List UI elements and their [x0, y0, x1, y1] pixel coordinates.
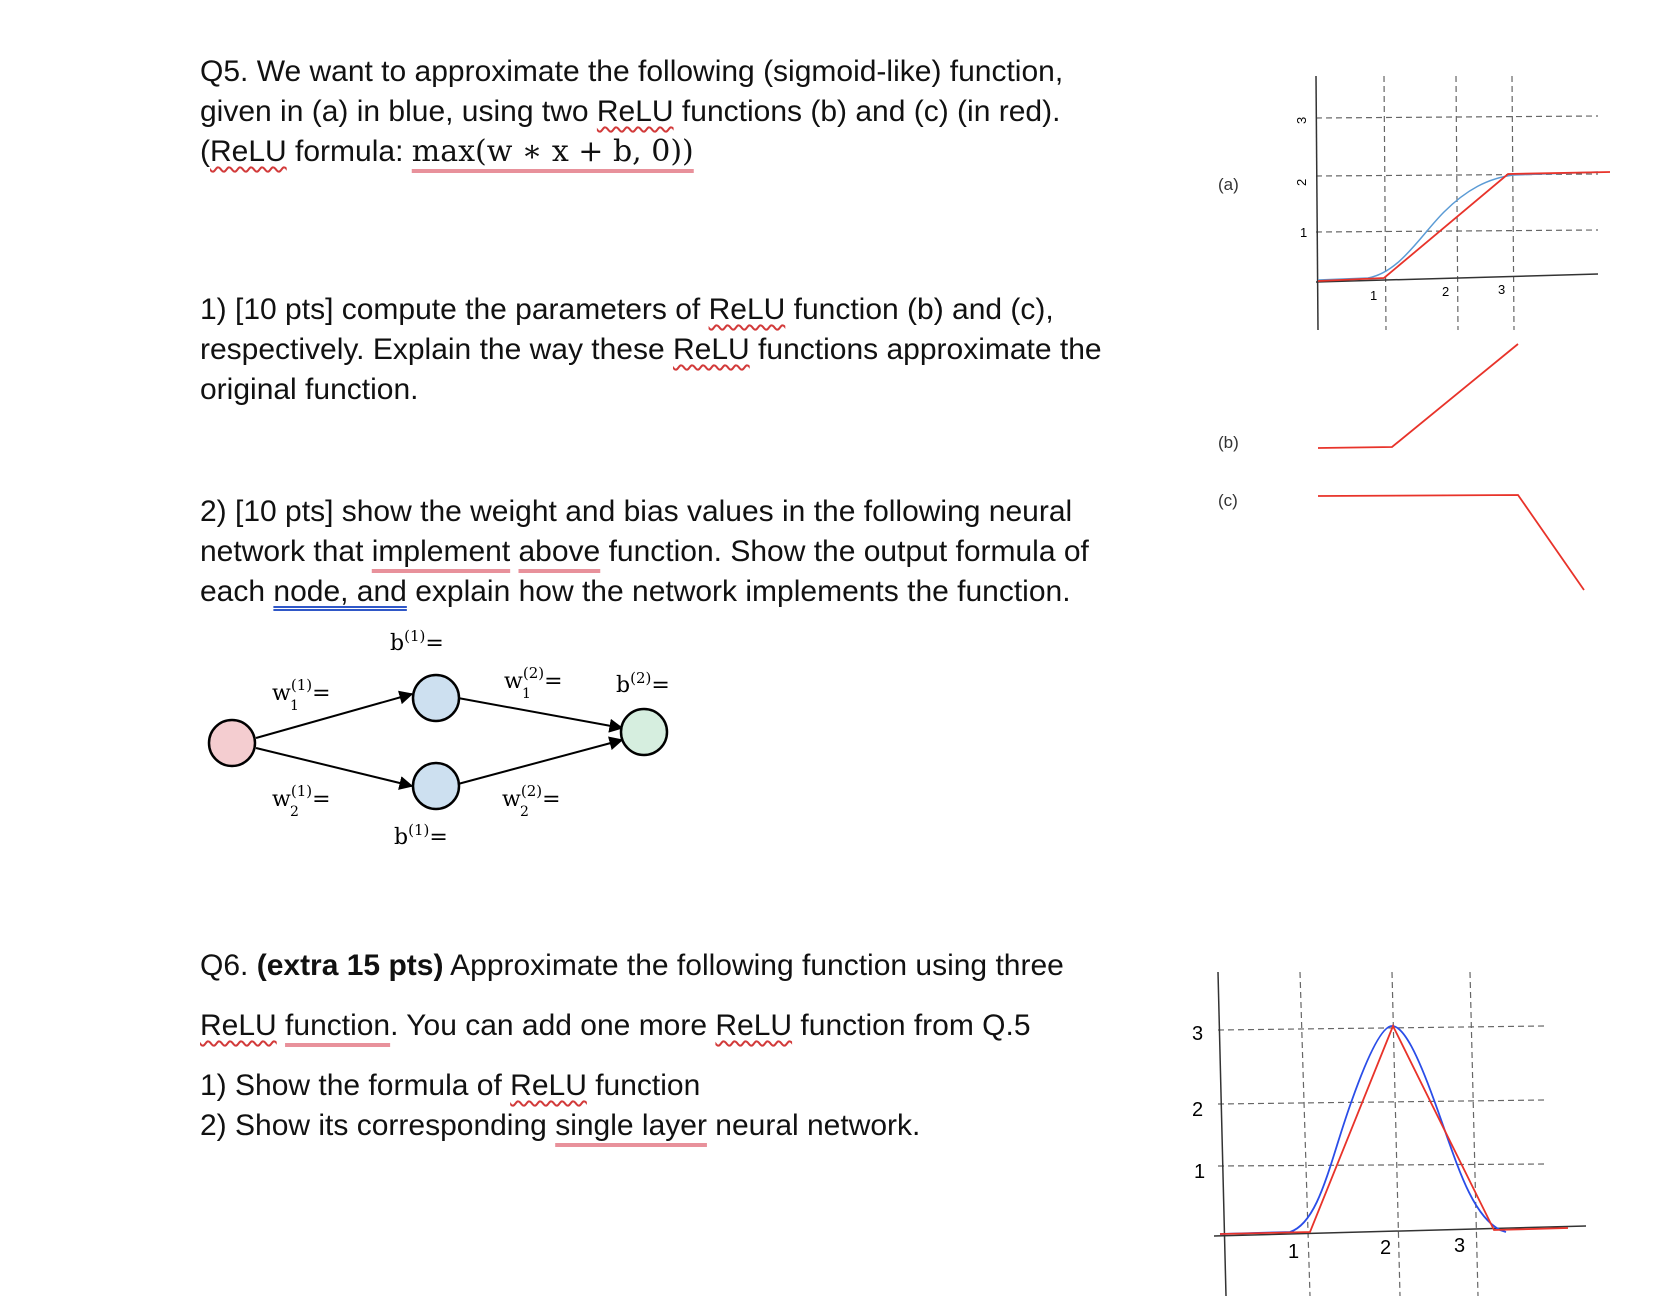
bell-xtick-1: 1	[1288, 1241, 1300, 1263]
w11-label: $w^{(1)}=$	[272, 676, 331, 706]
sigmoid-xtick-2: 2	[1442, 284, 1450, 299]
bell-x-axis	[1214, 1226, 1586, 1236]
q5-line-3: (ReLU formula: max(w ∗ x + b, 0))	[200, 134, 694, 169]
b1-top-label: $b^{(1)}=$	[390, 627, 444, 656]
part2-line-3: each node, and explain how the network implements the function.	[200, 575, 1071, 608]
q5-line-1: Q5. We want to approximate the following (sigmoid-like) function,	[200, 55, 1064, 88]
bell-xtick-2: 2	[1380, 1237, 1392, 1259]
part1-line-3: original function.	[200, 373, 419, 406]
part2-line-1: 2) [10 pts] show the weight and bias values in the following neural	[200, 495, 1073, 528]
sigmoid-ytick-2: 2	[1294, 178, 1309, 186]
label-b: (b)	[1218, 433, 1239, 452]
w11-sub: 1	[290, 698, 299, 714]
q6-line-1: Q6. (extra 15 pts) Approximate the following function using three	[200, 949, 1064, 982]
bell-y-axis	[1218, 972, 1226, 1296]
relu-formula: max(w ∗ x + b, 0))	[411, 134, 694, 169]
w12-sub: 1	[522, 686, 531, 702]
sigmoid-ytick-1: 1	[1300, 225, 1308, 240]
w22-sub: 2	[520, 804, 529, 820]
w21-label: $w^{(1)}=$	[272, 782, 331, 812]
part2-line-2: network that implement above function. Show the output formula of	[200, 535, 1089, 568]
sigmoid-ytick-3: 3	[1294, 116, 1309, 124]
b1-bottom-label: $b^{(1)}=$	[394, 821, 448, 850]
w21-sub: 2	[290, 804, 299, 820]
sigmoid-xtick-3: 3	[1498, 282, 1506, 297]
w22-label: $w^{(2)}=$	[502, 782, 561, 812]
part1-line-2: respectively. Explain the way these ReLU functions approximate the	[200, 333, 1102, 366]
q6-item-2: 2) Show its corresponding single layer neural network.	[200, 1109, 921, 1142]
part1-line-1: 1) [10 pts] compute the parameters of ReLU function (b) and (c),	[200, 293, 1054, 326]
label-c: (c)	[1218, 491, 1238, 510]
w12-label: $w^{(2)}=$	[504, 664, 563, 694]
bell-ytick-3: 3	[1192, 1023, 1204, 1045]
q5-line-2: given in (a) in blue, using two ReLU functions (b) and (c) (in red).	[200, 95, 1061, 128]
bell-target-curve	[1220, 1026, 1506, 1234]
q6-line-2: ReLU function. You can add one more ReLU function from Q.5	[200, 1009, 1031, 1042]
q6-item-1: 1) Show the formula of ReLU function	[200, 1069, 701, 1102]
bell-ytick-1: 1	[1194, 1161, 1206, 1183]
label-a: (a)	[1218, 175, 1239, 194]
b2-label: $b^{(2)}=$	[616, 669, 670, 698]
sigmoid-xtick-1: 1	[1370, 288, 1378, 303]
bell-ytick-2: 2	[1192, 1099, 1204, 1121]
bell-xtick-3: 3	[1454, 1235, 1466, 1257]
